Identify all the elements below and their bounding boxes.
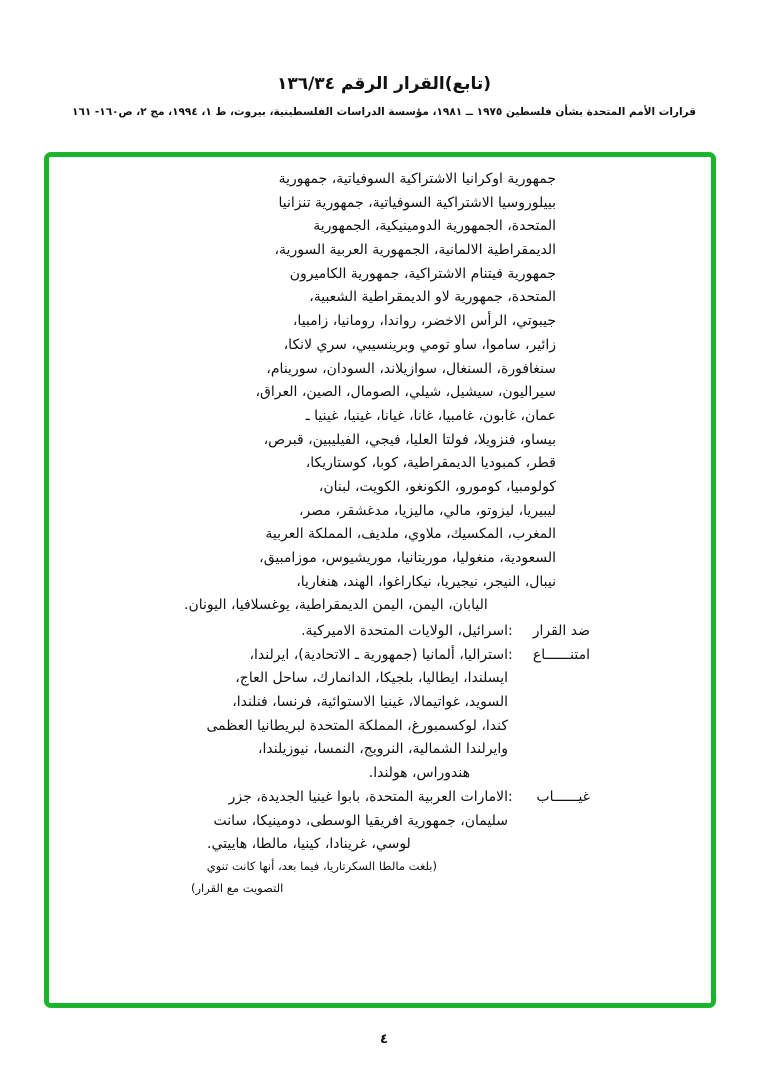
text-line: لوسي، غرينادا، كينيا، مالطا، هاييتي. <box>207 836 411 853</box>
text-line: بيساو، فنزويلا، فولتا العليا، فيجي، الفيليبين، قبرص، <box>263 431 556 448</box>
text-line: (بلغت مالطا السكرتاريا، فيما بعد، أنها كانت تنوي <box>206 859 437 873</box>
vote-label: امتنــــــاع <box>532 646 590 663</box>
text-line: جيبوتي، الرأس الاخضر، رواندا، رومانيا، زامبيا، <box>292 313 556 330</box>
vote-label: غيــــــاب <box>536 788 590 805</box>
text-line: كولومبيا، كومورو، الكونغو، الكويت، لبنان، <box>318 478 556 495</box>
text-line: السعودية، منغوليا، موريتانيا، موريشيوس، موزامبيق، <box>259 550 556 566</box>
text-line: عمان، غابون، غامبيا، غانا، غيانا، غينيا، غينيا ـ <box>305 407 556 424</box>
text-line: ليبيريا، ليزوتو، مالي، ماليزيا، مدغشقر، مصر، <box>299 502 556 519</box>
text-line: ايسلندا، ايطاليا، بلجيكا، الدانمارك، ساحل العاج، <box>235 670 508 687</box>
vote-content <box>207 620 508 644</box>
text-line: اسرائيل، الولايات المتحدة الاميركية. <box>301 623 508 639</box>
vote-items <box>207 620 590 857</box>
text-line: سنغافورة، السنغال، سوازيلاند، السودان، سورينام، <box>266 360 556 377</box>
secretariat-note <box>191 856 437 899</box>
in-favor-continued-block <box>184 168 556 618</box>
text-line: وايرلندا الشمالية، النرويج، النمسا، نيوزيلندا، <box>257 741 508 758</box>
page-number: ٤ <box>380 1032 388 1047</box>
text-line: السويد، غواتيمالا، غينيا الاستوائية، فرنسا، فنلندا، <box>232 694 508 711</box>
text-line: جمهورية اوكرانيا الاشتراكية السوفياتية، جمهورية <box>278 171 556 187</box>
text-line: الامارات العربية المتحدة، بابوا غينيا الجديدة، جزر <box>228 788 508 805</box>
vote-label-col <box>508 786 590 810</box>
text-line: بييلوروسيا الاشتراكية السوفياتية، جمهورية تنزانيا <box>278 194 556 211</box>
text-line: سليمان، جمهورية افريقيا الوسطى، دومينيكا، سانت <box>213 812 508 829</box>
text-line: استراليا، ألمانيا (جمهورية ـ الاتحادية)، ايرلندا، <box>249 646 508 663</box>
vote-item <box>207 644 590 786</box>
vote-label-col <box>508 644 590 668</box>
text-line: اليابان، اليمن، اليمن الديمقراطية، يوغسلافيا، اليونان. <box>184 597 488 614</box>
vote-label-col <box>508 620 590 644</box>
text-line: التصويت مع القرار) <box>191 880 284 895</box>
vote-content <box>207 644 508 786</box>
text-line: المتحدة، جمهورية لاو الديمقراطية الشعبية، <box>309 289 556 306</box>
vote-content <box>207 786 508 857</box>
text-line: المغرب، المكسيك، ملاوي، ملديف، المملكة العربية <box>265 526 556 543</box>
vote-colon: : <box>508 788 513 805</box>
text-line: جمهورية فيتنام الاشتراكية، جمهورية الكاميرون <box>289 265 556 282</box>
text-line: قطر، كمبوديا الديمقراطية، كوبا، كوستاريكا، <box>305 455 556 472</box>
page-title: (تابع)القرار الرقم ١٣٦/٣٤ <box>276 74 492 94</box>
vote-label: ضد القرار <box>532 623 590 639</box>
text-line: نيبال، النيجر، نيجيريا، نيكاراغوا، الهند، هنغاريا، <box>296 573 556 590</box>
text-line: هندوراس، هولندا. <box>368 765 470 782</box>
text-line: الديمقراطية الالمانية، الجمهورية العربية السورية، <box>274 242 556 259</box>
text-line: المتحدة، الجمهورية الدومينيكية، الجمهورية <box>313 218 556 235</box>
vote-colon: : <box>508 623 513 639</box>
vote-colon: : <box>508 646 513 663</box>
vote-item <box>207 620 590 644</box>
text-line: سيراليون، سيشيل، شيلي، الصومال، الصين، العراق، <box>255 384 556 401</box>
vote-item <box>207 786 590 857</box>
text-line: زائير، ساموا، ساو تومي وبرينسيبي، سري لانكا، <box>283 336 556 353</box>
text-line: كندا، لوكسمبورغ، المملكة المتحدة لبريطانيا العظمى <box>206 717 508 734</box>
citation-line: قرارات الأمم المتحدة بشأن فلسطين ١٩٧٥ ــ ١٩٨١، مؤسسة الدراسات الفلسطينية، بيروت، ط ١، ١٩٩٤، مج ٢، ص١٦٠- ١٦١ <box>72 106 696 118</box>
